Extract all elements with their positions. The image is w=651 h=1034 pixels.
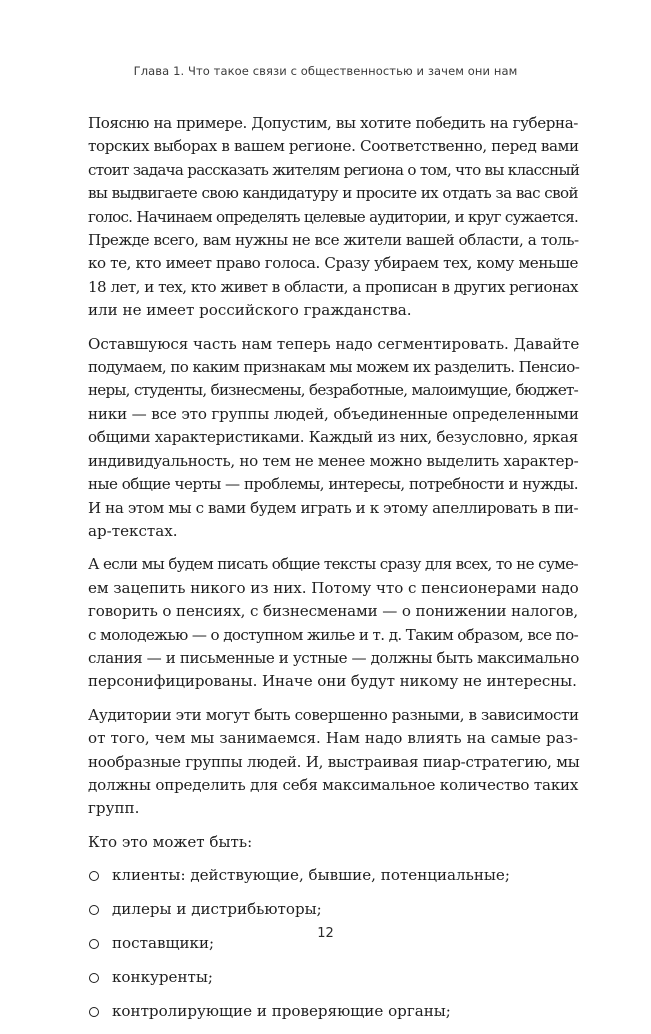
running-head: Глава 1. Что такое связи с общественностью и зачем они нам xyxy=(133,64,518,78)
text-line: ар-текстах. xyxy=(88,521,178,540)
text-line: А если мы будем писать общие тексты сразу для всех, то не суме- xyxy=(88,555,578,574)
text-line: групп. xyxy=(88,799,140,818)
list-item xyxy=(88,1000,578,1023)
list-item xyxy=(88,966,578,989)
text-line: общими характеристиками. Каждый из них, безусловно, яркая xyxy=(88,428,578,447)
paragraph xyxy=(88,112,578,323)
hollow-circle-icon xyxy=(89,905,99,915)
text-line: ем зацепить никого из них. Потому что с пенсионерами надо xyxy=(88,578,579,597)
text-line: 18 лет, и тех, кто живет в области, а прописан в других регионах xyxy=(88,277,578,296)
list-item xyxy=(88,864,578,887)
text-line: говорить о пенсиях, с бизнесменами — о понижении налогов, xyxy=(88,602,578,621)
text-line: вы выдвигаете свою кандидатуру и просите их отдать за вас свой xyxy=(88,184,578,203)
list-item-text: контролирующие и проверяющие органы; xyxy=(112,1001,451,1020)
list-item-text: конкуренты; xyxy=(112,967,213,986)
text-line: Аудитории эти могут быть совершенно разными, в зависимости xyxy=(88,705,579,724)
list-item xyxy=(88,898,578,921)
page-number: 12 xyxy=(317,926,334,941)
paragraph xyxy=(88,333,578,544)
text-line: персонифицированы. Иначе они будут никому не интересны. xyxy=(88,672,577,691)
text-line: индивидуальность, но тем не менее можно выделить характер- xyxy=(88,451,579,470)
paragraph xyxy=(88,553,578,693)
text-line: неры, студенты, бизнесмены, безработные, малоимущие, бюджет- xyxy=(88,381,578,400)
list-intro: Кто это может быть: xyxy=(88,832,253,851)
text-line: стоит задача рассказать жителям региона о том, что вы классный xyxy=(88,160,580,179)
list-item-text: поставщики; xyxy=(112,934,215,952)
text-line: Поясню на примере. Допустим, вы хотите победить на губерна- xyxy=(88,114,578,132)
text-line: Оставшуюся часть нам теперь надо сегментировать. Давайте xyxy=(88,334,580,353)
hollow-circle-icon xyxy=(89,973,99,983)
body-text xyxy=(88,112,578,1034)
text-line: подумаем, по каким признакам мы можем их разделить. Пенсио- xyxy=(88,358,580,377)
text-line: И на этом мы с вами будем играть и к этому апеллировать в пи- xyxy=(88,498,579,517)
text-line: Прежде всего, вам нужны не все жители вашей области, а толь- xyxy=(88,231,579,250)
hollow-circle-icon xyxy=(89,1007,99,1017)
text-line: или не имеет российского гражданства. xyxy=(88,301,412,320)
text-line: голос. Начинаем определять целевые аудитории, и круг сужается. xyxy=(88,207,578,226)
text-line: торских выборах в вашем регионе. Соответственно, перед вами xyxy=(88,137,579,156)
paragraph xyxy=(88,704,578,821)
paragraph xyxy=(88,831,578,854)
text-line: с молодежью — о доступном жилье и т. д. Таким образом, все по- xyxy=(88,625,579,644)
bullet-list xyxy=(88,864,578,1023)
text-line: ные общие черты — проблемы, интересы, потребности и нужды. xyxy=(88,475,578,494)
hollow-circle-icon xyxy=(89,871,99,881)
list-item-text: дилеры и дистрибьюторы; xyxy=(112,900,322,919)
text-line: слания — и письменные и устные — должны быть максимально xyxy=(88,648,579,667)
text-line: от того, чем мы занимаемся. Нам надо влиять на самые раз- xyxy=(88,729,578,748)
list-item-text: клиенты: действующие, бывшие, потенциальные; xyxy=(112,866,510,885)
text-line: ко те, кто имеет право голоса. Сразу убираем тех, кому меньше xyxy=(88,254,578,273)
text-line: ники — все это группы людей, объединенные определенными xyxy=(88,404,579,423)
text-line: должны определить для себя максимальное количество таких xyxy=(88,775,579,794)
text-line: нообразные группы людей. И, выстраивая пиар-стратегию, мы xyxy=(88,752,580,771)
